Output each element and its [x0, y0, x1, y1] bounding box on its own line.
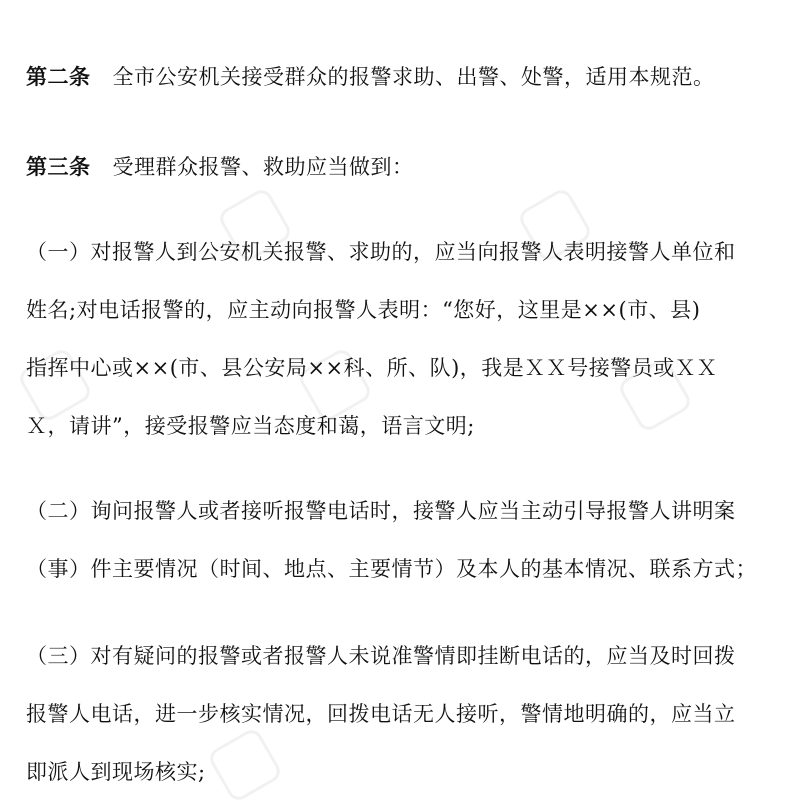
item-1-line: （一）对报警人到公安机关报警、求助的，应当向报警人表明接警人单位和 [26, 240, 736, 264]
article-2-text: 全市公安机关接受群众的报警求助、出警、处警，适用本规范。 [112, 65, 715, 89]
item-1-line: 指挥中心或××(市、县公安局××科、所、队)，我是ＸＸ号接警员或ＸＸ [26, 356, 718, 380]
item-3-line: 即派人到现场核实; [26, 760, 206, 784]
item-3-line: 报警人电话，进一步核实情况，回拨电话无人接听，警情地明确的，应当立 [26, 702, 736, 726]
item-1-line: 姓名;对电话报警的，应主动向报警人表明：“您好，这里是××(市、县) [26, 298, 701, 322]
item-2-line: （事）件主要情况（时间、地点、主要情节）及本人的基本情况、联系方式； [26, 557, 757, 581]
article-3 [26, 152, 786, 182]
article-3-text: 受理群众报警、救助应当做到： [112, 155, 414, 179]
article-3-label: 第三条 [26, 155, 91, 179]
item-1-line: Ｘ，请讲”，接受报警应当态度和蔼，语言文明; [26, 414, 475, 438]
article-2 [26, 62, 786, 92]
item-3-line: （三）对有疑问的报警或者报警人未说准警情即挂断电话的，应当及时回拨 [26, 644, 736, 668]
article-2-label: 第二条 [26, 65, 91, 89]
item-2-line: （二）询问报警人或者接听报警电话时，接警人应当主动引导报警人讲明案 [26, 499, 736, 523]
